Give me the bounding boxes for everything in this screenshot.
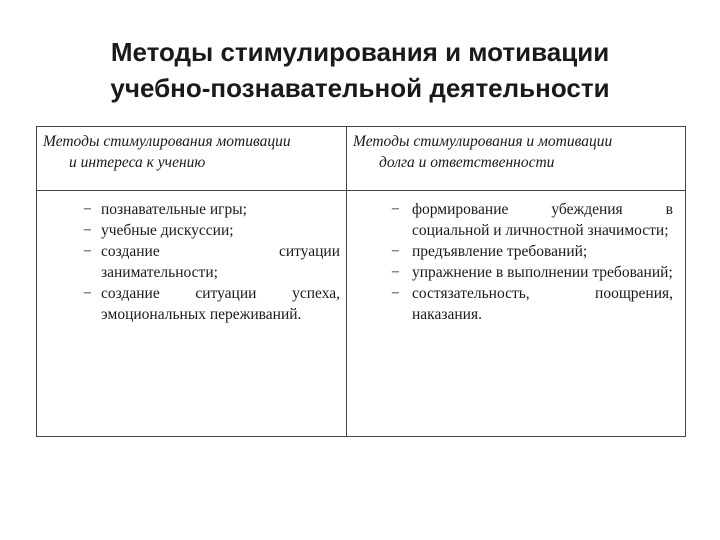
header-cell-text: долга и ответственности <box>379 154 555 171</box>
list-item-text: состязательность, поощрения, наказания. <box>412 285 673 323</box>
list-item-text: предъявление требований; <box>412 243 588 260</box>
method-list <box>347 191 685 325</box>
slide-title-line-1: Методы стимулирования и мотивации <box>110 37 610 67</box>
header-cell-text: Методы стимулирования и мотивации <box>353 133 613 150</box>
slide-title-line-2: учебно-познавательной деятельности <box>110 73 610 103</box>
method-list <box>37 191 346 325</box>
methods-table <box>36 126 686 437</box>
dash-bullet-icon: − <box>83 201 92 218</box>
list-item-text: создание ситуации успеха, эмоциональных переживаний. <box>101 285 340 323</box>
dash-bullet-icon: − <box>391 201 400 218</box>
list-item <box>391 262 673 283</box>
list-item-text: создание ситуации занимательности; <box>101 243 340 281</box>
list-item-text: упражнение в выполнении требований; <box>412 264 673 281</box>
list-item <box>83 241 340 283</box>
list-item <box>391 199 673 241</box>
body-cell-interest <box>37 191 347 436</box>
list-item <box>391 241 673 262</box>
header-cell-interest <box>37 127 347 190</box>
header-cell-text: Методы стимулирования мотивации <box>43 133 291 150</box>
dash-bullet-icon: − <box>391 243 400 260</box>
table-header-row <box>37 127 685 191</box>
list-item <box>83 199 340 220</box>
list-item <box>83 283 340 325</box>
list-item-text: познавательные игры; <box>101 201 247 218</box>
header-cell-text: и интереса к учению <box>69 154 206 171</box>
dash-bullet-icon: − <box>391 264 400 281</box>
dash-bullet-icon: − <box>391 285 400 302</box>
body-cell-duty <box>347 191 685 436</box>
dash-bullet-icon: − <box>83 243 92 260</box>
dash-bullet-icon: − <box>83 222 92 239</box>
list-item <box>391 283 673 325</box>
table-body-row <box>37 191 685 436</box>
header-cell-duty <box>347 127 685 190</box>
slide-title <box>0 34 720 106</box>
list-item-text: формирование убеждения в социальной и личностной значимости; <box>412 201 673 239</box>
list-item-text: учебные дискуссии; <box>101 222 234 239</box>
dash-bullet-icon: − <box>83 285 92 302</box>
list-item <box>83 220 340 241</box>
